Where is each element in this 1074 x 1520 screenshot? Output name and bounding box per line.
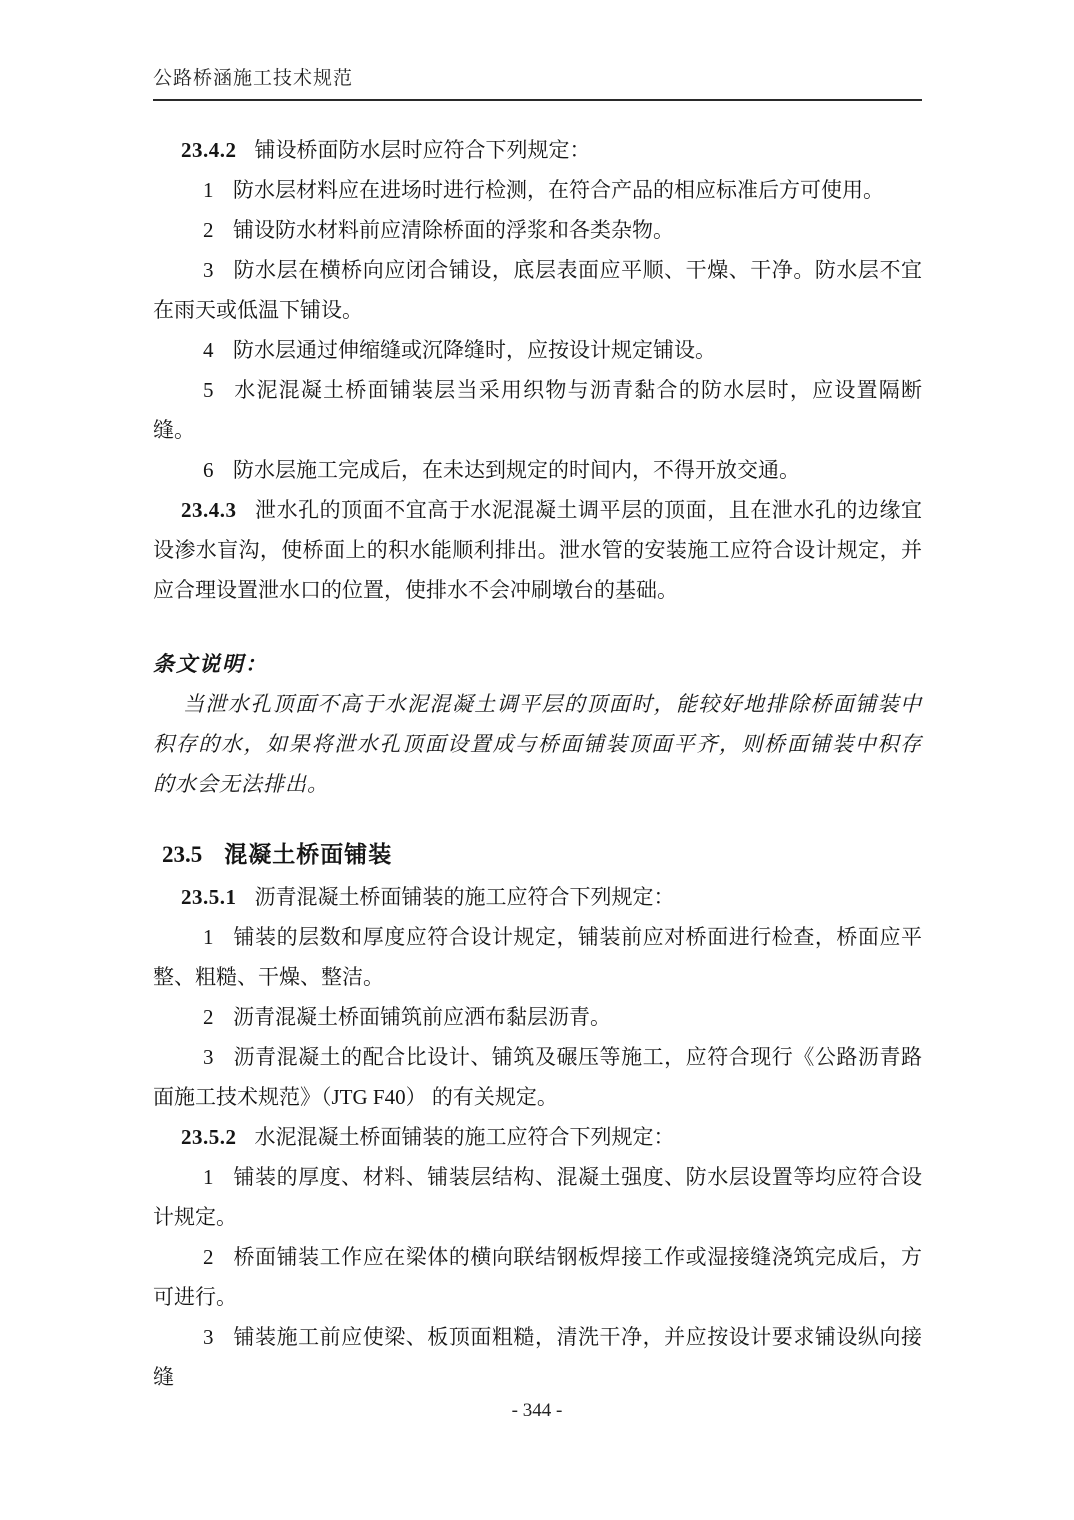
item-text: 防水层在横桥向应闭合铺设，底层表面应平顺、干燥、干净。防水层不宜在雨天或低温下铺设。 bbox=[153, 258, 922, 322]
list-item bbox=[153, 1037, 922, 1117]
item-number: 5 bbox=[203, 378, 214, 402]
section-number: 23.5 bbox=[162, 842, 203, 867]
item-text: 防水层通过伸缩缝或沉降缝时，应按设计规定铺设。 bbox=[233, 338, 716, 362]
clause-23-5-2 bbox=[153, 1117, 922, 1157]
list-item bbox=[153, 370, 922, 450]
item-number: 4 bbox=[203, 338, 214, 362]
item-number: 2 bbox=[203, 1005, 214, 1029]
clause-number: 23.4.3 bbox=[181, 498, 237, 522]
item-number: 1 bbox=[203, 178, 214, 202]
item-text: 铺装施工前应使梁、板顶面粗糙，清洗干净，并应按设计要求铺设纵向接缝 bbox=[153, 1325, 922, 1389]
list-item bbox=[153, 250, 922, 330]
list-item bbox=[153, 1157, 922, 1237]
document-content bbox=[153, 130, 922, 1397]
clause-intro: 水泥混凝土桥面铺装的施工应符合下列规定： bbox=[254, 1125, 675, 1149]
page-number: - 344 - bbox=[511, 1400, 563, 1421]
clause-number: 23.5.2 bbox=[181, 1125, 237, 1149]
item-text: 防水层材料应在进场时进行检测，在符合产品的相应标准后方可使用。 bbox=[233, 178, 884, 202]
item-text: 防水层施工完成后，在未达到规定的时间内，不得开放交通。 bbox=[233, 458, 800, 482]
item-text: 沥青混凝土的配合比设计、铺筑及碾压等施工，应符合现行《公路沥青路面施工技术规范》（JTG F40） 的有关规定。 bbox=[153, 1045, 922, 1109]
commentary-text: 当泄水孔顶面不高于水泥混凝土调平层的顶面时，能较好地排除桥面铺装中积存的水，如果将泄水孔顶面设置成与桥面铺装顶面平齐，则桥面铺装中积存的水会无法排出。 bbox=[153, 692, 922, 796]
commentary-label: 条文说明： bbox=[153, 652, 268, 676]
section-heading-23-5 bbox=[153, 832, 922, 877]
section-title: 混凝土桥面铺装 bbox=[224, 841, 393, 867]
clause-number: 23.4.2 bbox=[181, 138, 237, 162]
item-number: 1 bbox=[203, 925, 214, 949]
list-item bbox=[153, 330, 922, 370]
list-item bbox=[153, 1237, 922, 1317]
clause-text: 泄水孔的顶面不宜高于水泥混凝土调平层的顶面，且在泄水孔的边缘宜设渗水盲沟，使桥面上的积水能顺利排出。泄水管的安装施工应符合设计规定，并应合理设置泄水口的位置，使排水不会冲刷墩台的基础。 bbox=[153, 498, 922, 602]
item-number: 2 bbox=[203, 1245, 214, 1269]
item-text: 沥青混凝土桥面铺筑前应洒布黏层沥青。 bbox=[233, 1005, 611, 1029]
item-text: 铺装的厚度、材料、铺装层结构、混凝土强度、防水层设置等均应符合设计规定。 bbox=[153, 1165, 922, 1229]
clause-23-4-2 bbox=[153, 130, 922, 170]
item-number: 6 bbox=[203, 458, 214, 482]
clause-intro: 沥青混凝土桥面铺装的施工应符合下列规定： bbox=[254, 885, 675, 909]
page-header bbox=[153, 68, 922, 101]
clause-intro: 铺设桥面防水层时应符合下列规定： bbox=[254, 138, 591, 162]
list-item bbox=[153, 997, 922, 1037]
clause-23-5-1 bbox=[153, 877, 922, 917]
list-item bbox=[153, 170, 922, 210]
clause-number: 23.5.1 bbox=[181, 885, 237, 909]
clause-23-4-3 bbox=[153, 490, 922, 610]
item-number: 2 bbox=[203, 218, 214, 242]
list-item bbox=[153, 210, 922, 250]
item-text: 桥面铺装工作应在梁体的横向联结钢板焊接工作或湿接缝浇筑完成后，方可进行。 bbox=[153, 1245, 922, 1309]
item-number: 3 bbox=[203, 258, 214, 282]
item-text: 铺设防水材料前应清除桥面的浮浆和各类杂物。 bbox=[233, 218, 674, 242]
header-title: 公路桥涵施工技术规范 bbox=[153, 68, 354, 89]
item-number: 3 bbox=[203, 1045, 214, 1069]
item-number: 1 bbox=[203, 1165, 214, 1189]
item-number: 3 bbox=[203, 1325, 214, 1349]
list-item bbox=[153, 450, 922, 490]
page-footer bbox=[0, 1400, 1074, 1422]
item-text: 水泥混凝土桥面铺装层当采用织物与沥青黏合的防水层时，应设置隔断缝。 bbox=[153, 378, 922, 442]
list-item bbox=[153, 1317, 922, 1397]
list-item bbox=[153, 917, 922, 997]
item-text: 铺装的层数和厚度应符合设计规定，铺装前应对桥面进行检查，桥面应平整、粗糙、干燥、整洁。 bbox=[153, 925, 922, 989]
